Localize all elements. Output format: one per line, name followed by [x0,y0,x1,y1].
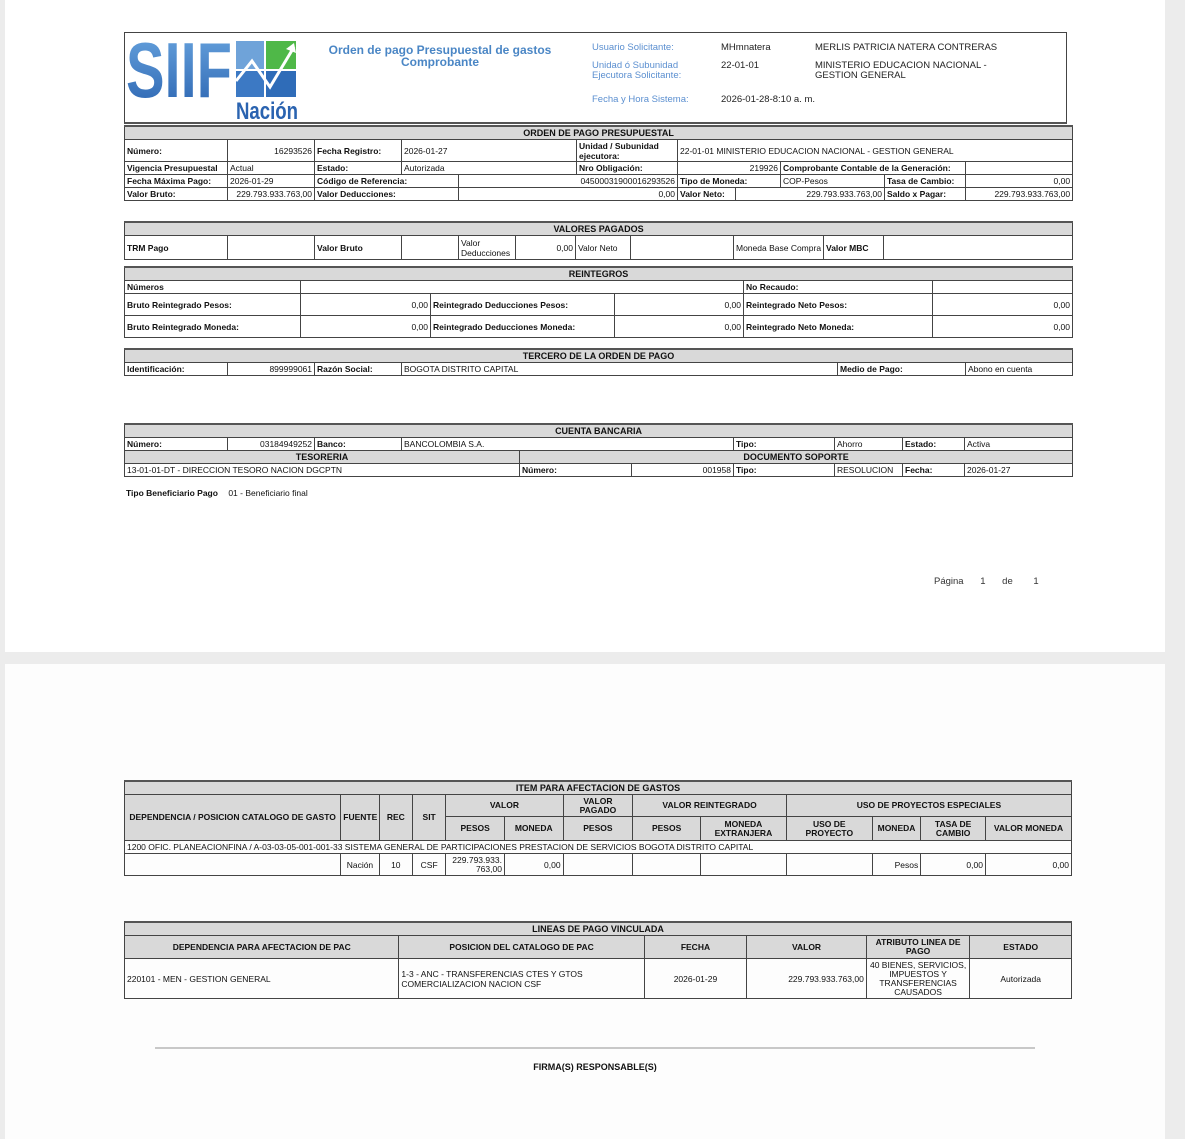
item-uso-proyecto [786,854,872,876]
vp-deducciones-label: Valor Deducciones [459,236,516,260]
item-rec: 10 [379,854,412,876]
col-valor-reintegrado: VALOR REINTEGRADO [633,795,787,817]
item-moneda: Pesos [872,854,921,876]
table-row [125,854,1072,876]
fecha-registro-label: Fecha Registro: [315,140,402,162]
tipo-moneda-value: COP-Pesos [781,175,885,188]
col-atributo: ATRIBUTO LINEA DE PAGO [866,936,970,959]
cuenta-estado-label: Estado: [903,438,965,451]
usuario-code: MHmnatera [721,42,771,53]
vp-neto-label: Valor Neto [576,236,631,260]
deducciones-moneda-value: 0,00 [615,316,744,338]
tesoreria-value: 13-01-01-DT - DIRECCION TESORO NACION DGCPTN [125,464,520,477]
trm-label: TRM Pago [125,236,228,260]
col-moneda: MONEDA [872,817,921,841]
item-valor-moneda: 0,00 [504,854,563,876]
valor-bruto-value: 229.793.933.763,00 [228,188,315,201]
tasa-cambio-value: 0,00 [966,175,1073,188]
col-sit: SIT [412,795,445,841]
valor-mbc-value [884,236,1073,260]
item-description: 1200 OFIC. PLANEACIONFINA / A-03-03-05-001-001-33 SISTEMA GENERAL DE PARTICIPACIONES PRESTACION DE SERVICIOS BOGOTA DISTRITO CAPITAL [125,841,1072,854]
item-pagado-pesos [563,854,633,876]
neto-moneda-label: Reintegrado Neto Moneda: [744,316,933,338]
vp-valor-bruto-value [402,236,459,260]
col-valor-pesos: PESOS [446,817,505,841]
orden-pago-table [124,125,1073,201]
vp-neto-value [631,236,734,260]
unidad-code: 22-01-01 [721,60,760,71]
signature-line [155,1047,1035,1049]
reintegros-table [124,266,1073,338]
neto-pesos-value: 0,00 [933,294,1073,316]
doc-fecha-label: Fecha: [903,464,965,477]
item-valor-moneda-proy: 0,00 [985,854,1071,876]
col-valor-pagado: VALOR PAGADO [563,795,633,817]
col-fecha: FECHA [644,936,747,959]
estado-label: Estado: [315,162,402,175]
nro-obligacion-label: Nro Obligación: [577,162,678,175]
col-dependencia-pac: DEPENDENCIA PARA AFECTACION DE PAC [125,936,399,959]
vigencia-value: Actual [228,162,315,175]
nro-obligacion-value: 219926 [678,162,781,175]
section-title: VALORES PAGADOS [125,222,1073,236]
col-valor: VALOR [747,936,867,959]
svg-text:SIIF: SIIF [126,26,232,114]
saldo-label: Saldo x Pagar: [885,188,966,201]
document-header [124,26,1067,125]
deducciones-pesos-label: Reintegrado Deducciones Pesos: [431,294,615,316]
fecha-registro-value: 2026-01-27 [402,140,577,162]
deducciones-moneda-label: Reintegrado Deducciones Moneda: [431,316,615,338]
siif-nacion-logo [126,26,298,125]
valor-mbc-label: Valor MBC [824,236,884,260]
banco-value: BANCOLOMBIA S.A. [402,438,734,451]
item-valor-pesos: 229.793.933.763,00 [446,854,505,876]
tesoreria-title: TESORERIA [125,451,520,464]
bruto-moneda-value: 0,00 [301,316,431,338]
cuenta-tipo-value: Ahorro [835,438,903,451]
section-title: ITEM PARA AFECTACION DE GASTOS [125,781,1072,795]
valor-deducciones-value: 0,00 [459,188,678,201]
linea-fecha: 2026-01-29 [644,959,747,999]
valores-pagados-table [124,221,1073,260]
documento-soporte-title: DOCUMENTO SOPORTE [520,451,1073,464]
linea-estado: Autorizada [970,959,1072,999]
item-tasa-cambio: 0,00 [921,854,986,876]
col-pagado-pesos: PESOS [563,817,633,841]
item-description-row [125,841,1072,854]
saldo-value: 229.793.933.763,00 [966,188,1073,201]
deducciones-pesos-value: 0,00 [615,294,744,316]
item-sit: CSF [412,854,445,876]
usuario-label: Usuario Solicitante: [592,42,674,53]
comprobante-label: Comprobante Contable de la Generación: [781,162,966,175]
bruto-pesos-value: 0,00 [301,294,431,316]
doc-numero-value: 001958 [632,464,734,477]
razon-social-value: BOGOTA DISTRITO CAPITAL [402,363,838,376]
medio-pago-value: Abono en cuenta [966,363,1073,376]
razon-social-label: Razón Social: [315,363,402,376]
valor-neto-label: Valor Neto: [678,188,736,201]
svg-text:Nación: Nación [236,98,298,125]
fecha-sistema-label: Fecha y Hora Sistema: [592,94,689,105]
col-tasa-cambio: TASA DE CAMBIO [921,817,986,841]
moneda-base-label: Moneda Base Compra [734,236,824,260]
no-recaudo-value [933,281,1073,294]
codigo-ref-value: 04500031900016293526 [459,175,678,188]
col-dependencia: DEPENDENCIA / POSICION CATALOGO DE GASTO [125,795,341,841]
fecha-sistema-value: 2026-01-28-8:10 a. m. [721,94,816,105]
fecha-max-value: 2026-01-29 [228,175,315,188]
trm-value [228,236,315,260]
section-title: LINEAS DE PAGO VINCULADA [125,922,1072,936]
item-reint-moneda-ext [700,854,786,876]
col-rec: REC [379,795,412,841]
col-moneda-extranjera: MONEDA EXTRANJERA [700,817,786,841]
section-title: CUENTA BANCARIA [125,424,1073,438]
unidad-value: 22-01-01 MINISTERIO EDUCACION NACIONAL - GESTION GENERAL [678,140,1073,162]
identificacion-label: Identificación: [125,363,228,376]
cuenta-tipo-label: Tipo: [734,438,835,451]
linea-posicion: 1-3 - ANC - TRANSFERENCIAS CTES Y GTOS COMERCIALIZACION NACION CSF [399,959,644,999]
item-fuente: Nación [341,854,379,876]
document-page-2 [5,664,1165,1139]
unidad-name: MINISTERIO EDUCACION NACIONAL - GESTION GENERAL [815,60,987,81]
doc-tipo-label: Tipo: [734,464,835,477]
banco-label: Banco: [315,438,402,451]
col-valor: VALOR [446,795,563,817]
medio-pago-label: Medio de Pago: [838,363,966,376]
tercero-table [124,348,1073,376]
usuario-name: MERLIS PATRICIA NATERA CONTRERAS [815,42,998,53]
doc-numero-label: Número: [520,464,632,477]
vigencia-label: Vigencia Presupuestal [125,162,228,175]
doc-fecha-value: 2026-01-27 [965,464,1073,477]
valor-neto-value: 229.793.933.763,00 [736,188,885,201]
cuenta-numero-label: Número: [125,438,228,451]
valor-deducciones-label: Valor Deducciones: [315,188,459,201]
linea-valor: 229.793.933.763,00 [747,959,867,999]
estado-value: Autorizada [402,162,577,175]
table-row [125,959,1072,999]
items-afectacion-table [124,780,1072,876]
unidad-label: Unidad ó Subunidad Ejecutora Solicitante: [592,60,682,81]
document-title: Orden de pago Presupuestal de gastos Comprobante [328,43,552,69]
col-valor-moneda-proy: VALOR MONEDA [985,817,1071,841]
neto-pesos-label: Reintegrado Neto Pesos: [744,294,933,316]
col-fuente: FUENTE [341,795,379,841]
section-title: TERCERO DE LA ORDEN DE PAGO [125,349,1073,363]
bruto-moneda-label: Bruto Reintegrado Moneda: [125,316,301,338]
vp-deducciones-value: 0,00 [516,236,576,260]
section-title: ORDEN DE PAGO PRESUPUESTAL [125,126,1073,140]
linea-atributo: 40 BIENES, SERVICIOS, IMPUESTOS Y TRANSFERENCIAS CAUSADOS [866,959,970,999]
numero-value: 16293526 [228,140,315,162]
numeros-label: Números [125,281,301,294]
tasa-cambio-label: Tasa de Cambio: [885,175,966,188]
codigo-ref-label: Código de Referencia: [315,175,459,188]
col-uso-proyectos: USO DE PROYECTOS ESPECIALES [786,795,1071,817]
col-uso-proyecto: USO DE PROYECTO [786,817,872,841]
cuenta-bancaria-table [124,423,1073,477]
unidad-label: Unidad / Subunidad ejecutora: [577,140,678,162]
col-estado: ESTADO [970,936,1072,959]
tipo-beneficiario: Tipo Beneficiario Pago 01 - Beneficiario final [126,488,308,498]
fecha-max-label: Fecha Máxima Pago: [125,175,228,188]
neto-moneda-value: 0,00 [933,316,1073,338]
numeros-value [301,281,744,294]
col-valor-moneda: MONEDA [504,817,563,841]
no-recaudo-label: No Recaudo: [744,281,933,294]
lineas-pago-table [124,921,1072,999]
firma-label: FIRMA(S) RESPONSABLE(S) [533,1062,657,1072]
document-page-1 [5,0,1165,652]
pagination: Página 1 de 1 [934,576,1039,587]
linea-dependencia: 220101 - MEN - GESTION GENERAL [125,959,399,999]
cuenta-estado-value: Activa [965,438,1073,451]
tipo-moneda-label: Tipo de Moneda: [678,175,781,188]
comprobante-value [966,162,1073,175]
col-posicion-pac: POSICION DEL CATALOGO DE PAC [399,936,644,959]
item-reint-pesos [633,854,701,876]
valor-bruto-label: Valor Bruto: [125,188,228,201]
cuenta-numero-value: 03184949252 [228,438,315,451]
vp-valor-bruto-label: Valor Bruto [315,236,402,260]
section-title: REINTEGROS [125,267,1073,281]
doc-tipo-value: RESOLUCION [835,464,903,477]
numero-label: Número: [125,140,228,162]
col-reint-pesos: PESOS [633,817,701,841]
identificacion-value: 899999061 [228,363,315,376]
bruto-pesos-label: Bruto Reintegrado Pesos: [125,294,301,316]
